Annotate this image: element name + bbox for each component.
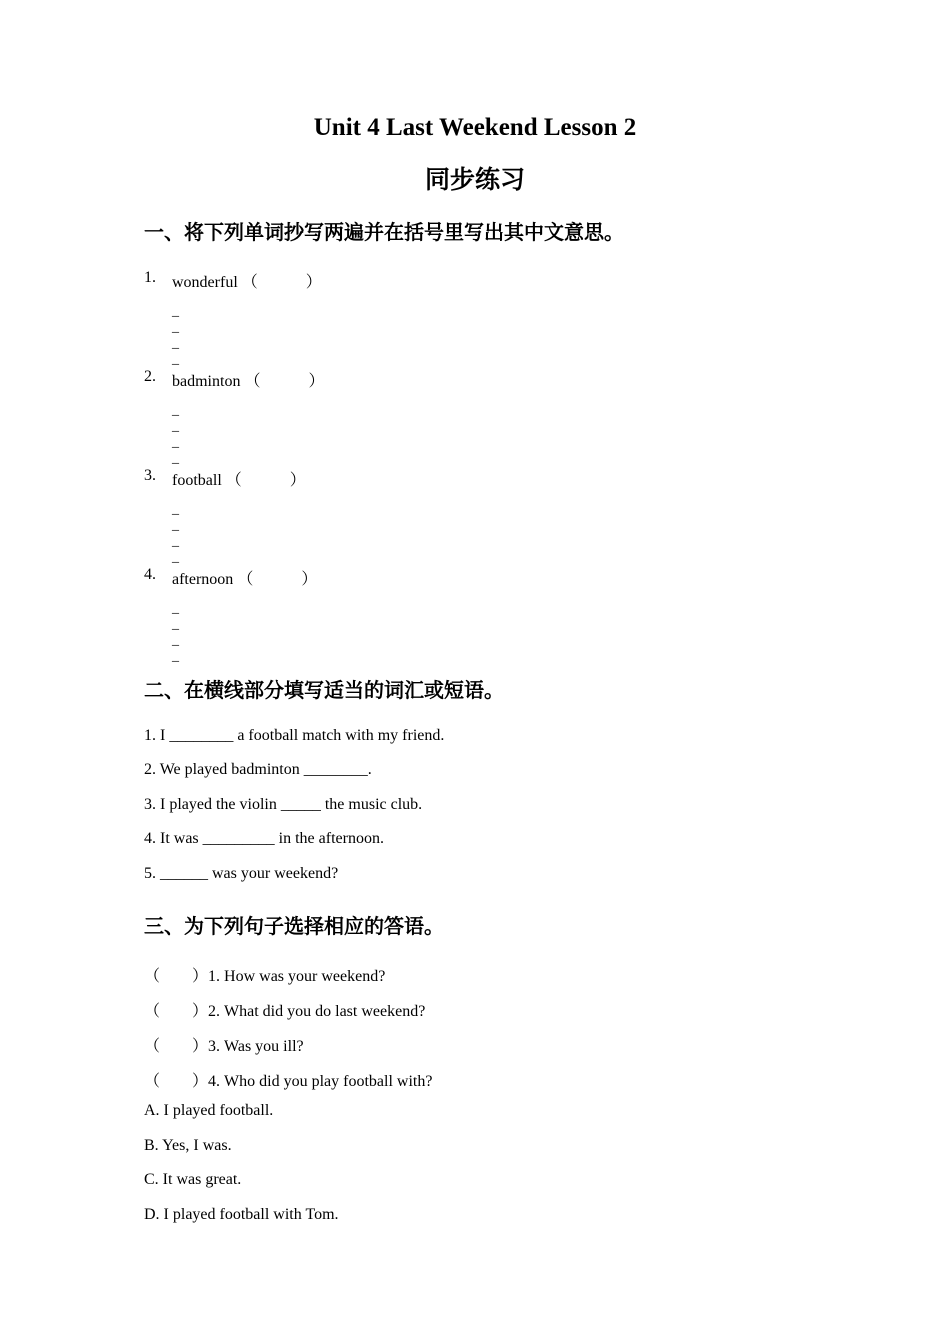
question-item [144,998,425,1021]
answer-open-paren: （ [144,1073,161,1090]
word-text: badminton [172,373,241,390]
answer-close-paren: ） [192,1038,209,1055]
question-item [144,963,385,986]
word-text: afternoon [172,571,234,588]
fill-blank-item: 3. I played the violin _____ the music club. [144,796,423,813]
fill-blank-item: 1. I ________ a football match with my friend. [144,727,445,744]
copy-line: _ [172,304,179,319]
word-item-number: 4. [144,566,156,583]
section1-heading: 一、将下列单词抄写两遍并在括号里写出其中文意思。 [144,220,624,244]
copy-line: _ [172,649,179,664]
section2-heading: 二、在横线部分填写适当的词汇或短语。 [144,678,504,702]
copy-line: _ [172,550,179,565]
answer-option: D. I played football with Tom. [144,1206,339,1223]
meaning-blank: （ ） [241,274,322,291]
fill-blank-item: 2. We played badminton ________. [144,761,372,778]
copy-line: _ [172,435,179,450]
question-text: 1. How was your weekend? [208,968,386,985]
copy-line: _ [172,336,179,351]
page-title: Unit 4 Last Weekend Lesson 2 [313,114,637,141]
answer-option: A. I played football. [144,1102,274,1119]
word-item [172,269,322,292]
answer-option: C. It was great. [144,1171,242,1188]
word-item-number: 2. [144,368,156,385]
page-subtitle: 同步练习 [424,165,525,194]
word-item-number: 1. [144,269,156,286]
copy-line: _ [172,419,179,434]
fill-blank-item: 4. It was _________ in the afternoon. [144,830,384,847]
copy-line: _ [172,451,179,466]
question-item [144,1068,432,1091]
fill-blank-item: 5. ______ was your weekend? [144,865,339,882]
answer-option: B. Yes, I was. [144,1137,232,1154]
word-text: football [172,472,222,489]
copy-line: _ [172,633,179,648]
question-text: 4. Who did you play football with? [208,1073,433,1090]
answer-close-paren: ） [192,1003,209,1020]
copy-line: _ [172,403,179,418]
answer-open-paren: （ [144,1038,161,1055]
meaning-blank: （ ） [244,373,325,390]
section3-heading: 三、为下列句子选择相应的答语。 [144,914,444,938]
answer-open-paren: （ [144,968,161,985]
word-item [172,566,317,589]
copy-line: _ [172,601,179,616]
copy-line: _ [172,320,179,335]
answer-close-paren: ） [192,1073,209,1090]
copy-line: _ [172,502,179,517]
word-item [172,467,306,490]
copy-line: _ [172,617,179,632]
word-text: wonderful [172,274,238,291]
word-item [172,368,324,391]
question-text: 2. What did you do last weekend? [208,1003,426,1020]
meaning-blank: （ ） [237,571,318,588]
meaning-blank: （ ） [225,472,306,489]
copy-line: _ [172,534,179,549]
answer-open-paren: （ [144,1003,161,1020]
copy-line: _ [172,518,179,533]
answer-close-paren: ） [192,968,209,985]
word-item-number: 3. [144,467,156,484]
copy-line: _ [172,352,179,367]
question-text: 3. Was you ill? [208,1038,304,1055]
question-item [144,1033,304,1056]
